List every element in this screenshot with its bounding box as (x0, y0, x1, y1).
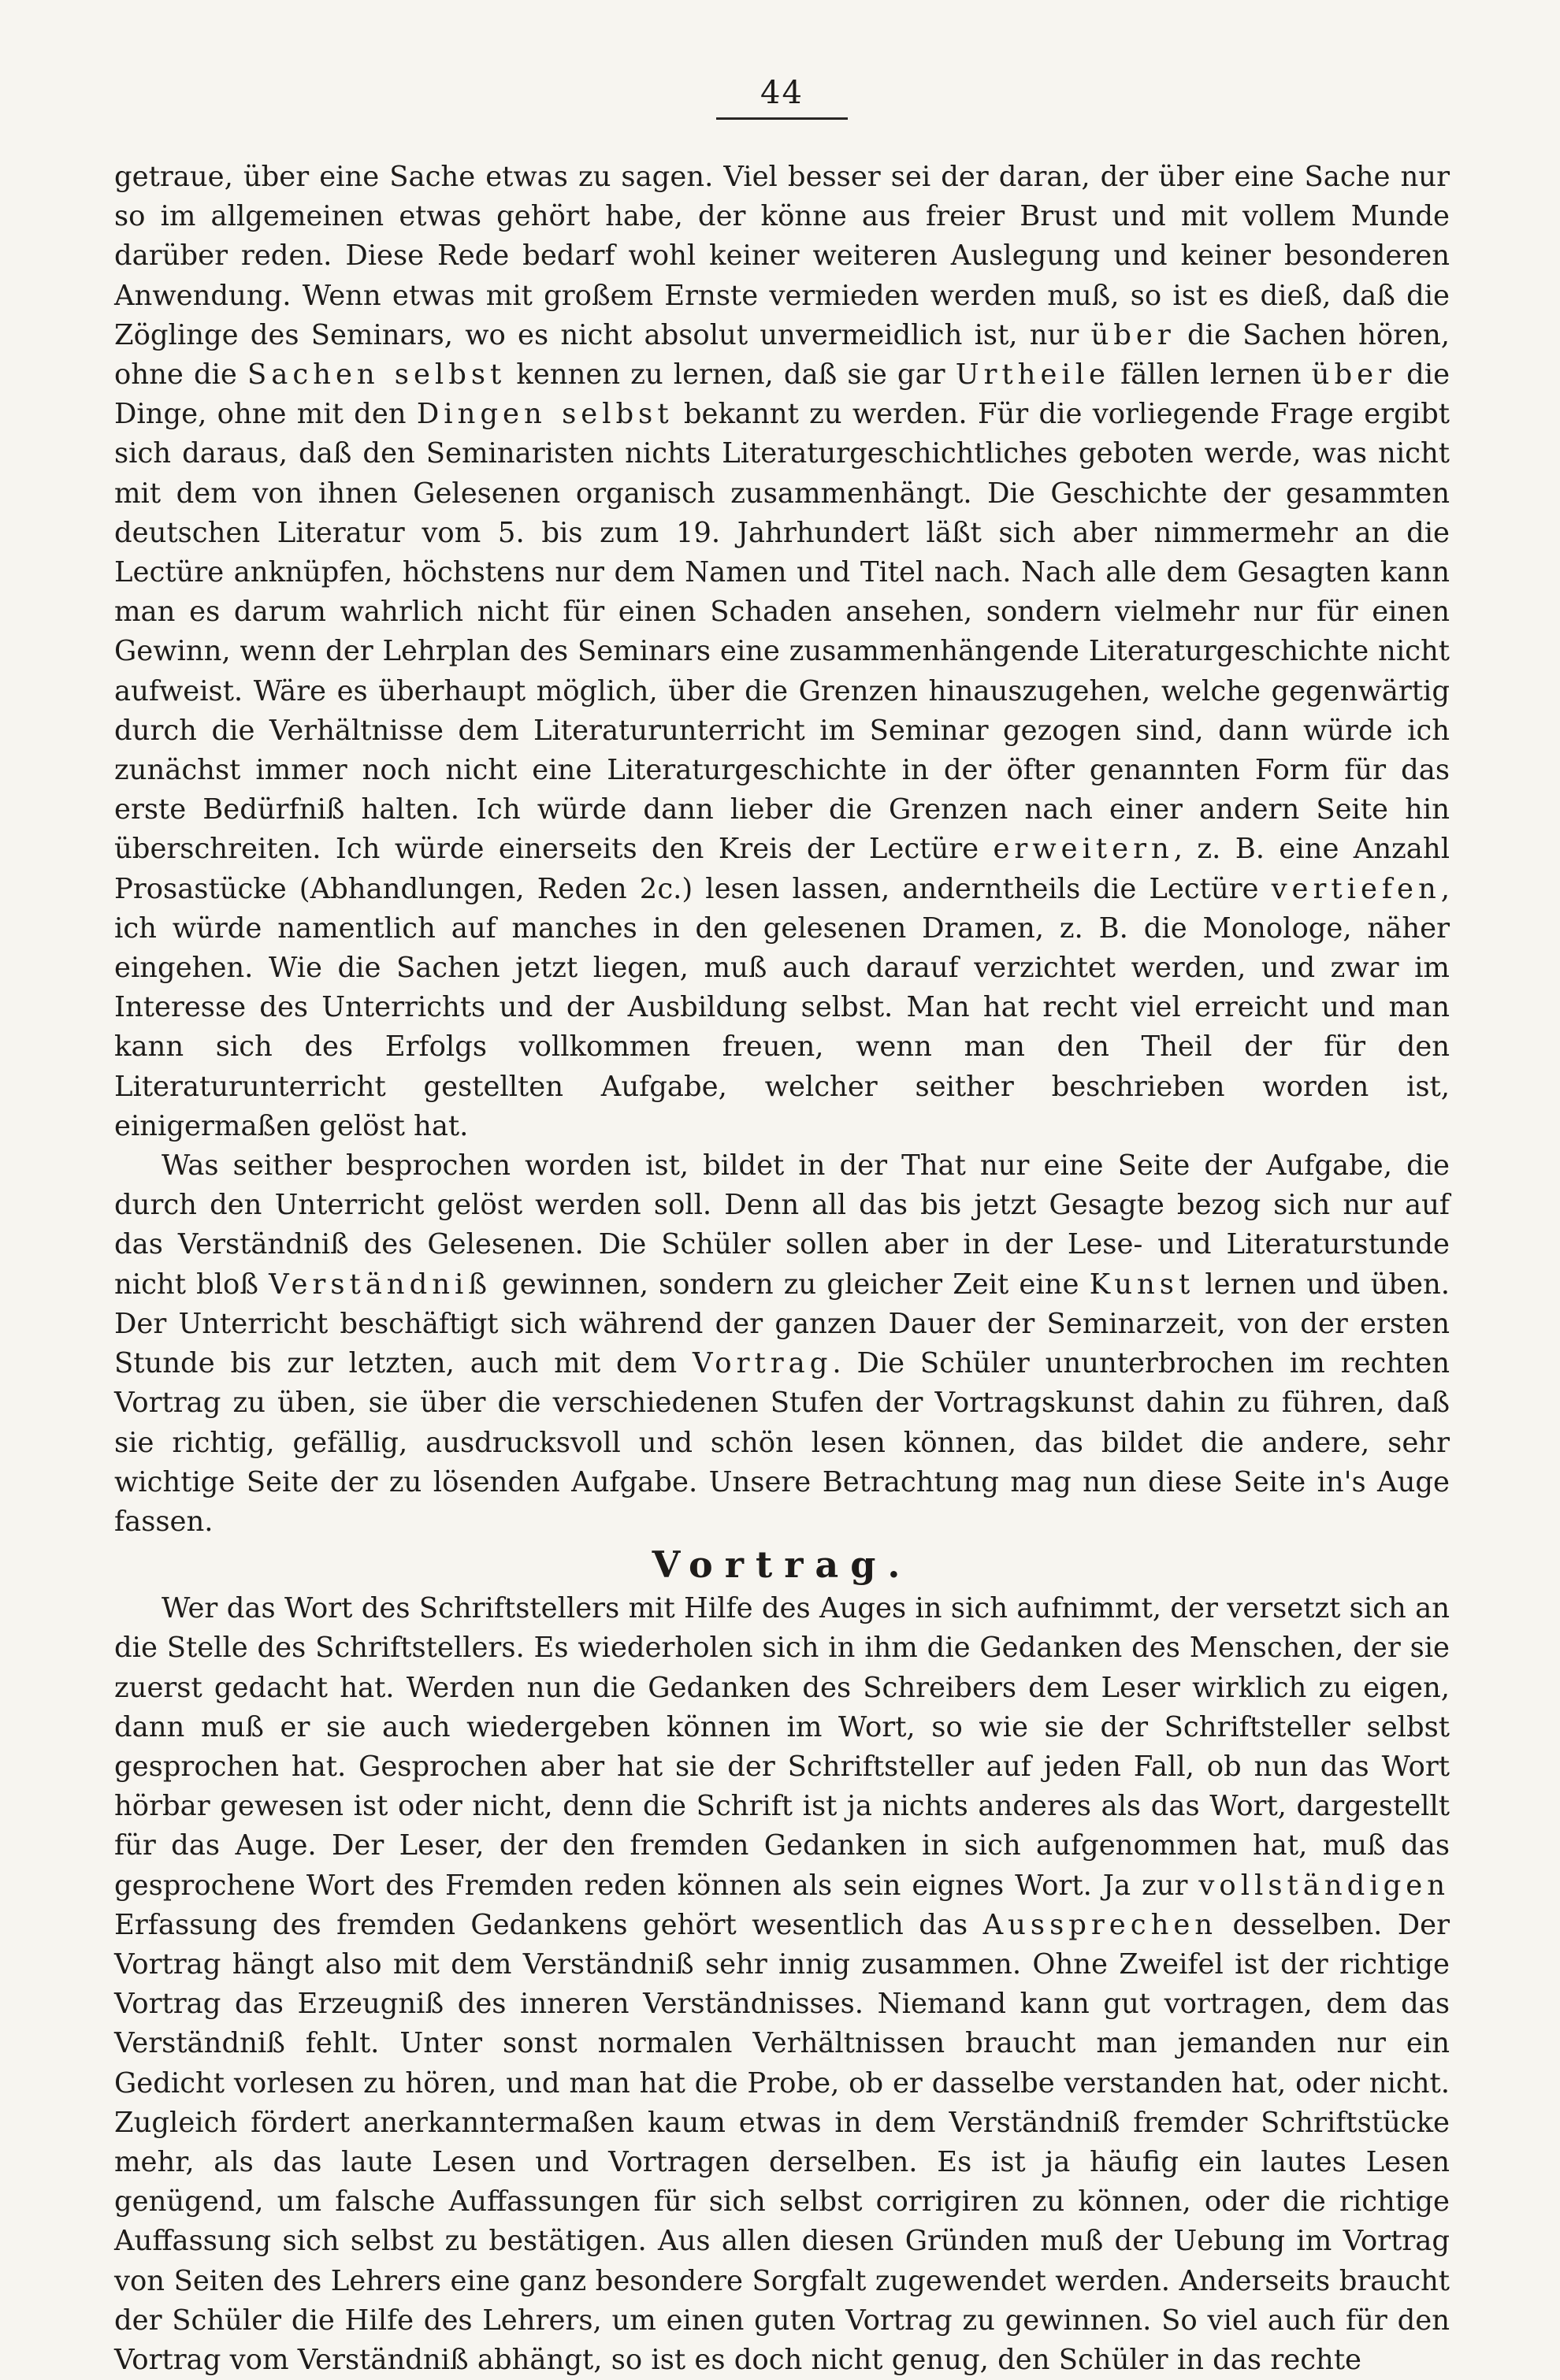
text-run: die Dinge, ohne mit den (114, 358, 1450, 431)
text-run: bekannt zu werden. Für die vorliegende Frage ergibt sich daraus, daß den Seminaristen nichts Literaturgeschichtliches geboten werde, was nicht mit dem von ihnen Gelesenen organisch zusammenhängt. Die Geschichte der gesammten deutschen Literatur vom 5. bis zum 19. Jahrhundert läßt sich aber nimmermehr an die Lectüre anknüpfen, höchstens nur dem Namen und Titel nach. Nach alle dem Gesagten kann man es darum wahrlich nicht für einen Schaden ansehen, sondern vielmehr nur für einen Gewinn, wenn der Lehrplan des Seminars eine zusammenhängende Literaturgeschichte nicht aufweist. Wäre es überhaupt möglich, über die Grenzen hinauszugehen, welche gegenwärtig durch die Verhältnisse dem Literaturunterricht im Seminar gezogen sind, dann würde ich zunächst immer noch nicht eine Literaturgeschichte in der öfter genannten Form für das erste Bedürfniß halten. Ich würde dann lieber die Grenzen nach einer andern Seite hin überschreiten. Ich würde einerseits den Kreis der Lectüre (114, 398, 1450, 866)
emphasis-spaced: Dingen selbst (416, 398, 674, 431)
emphasis-spaced: Kunst (1089, 1268, 1195, 1301)
page-number: 44 (716, 75, 848, 120)
emphasis-spaced: über (1090, 318, 1176, 351)
body-text (114, 158, 1450, 2380)
text-run: kennen zu lernen, daß sie gar (516, 358, 945, 392)
text-run: gewinnen, sondern zu gleicher Zeit eine (502, 1268, 1079, 1301)
paragraph-continuation (114, 158, 1450, 1146)
text-run: , ich würde namentlich auf manches in den gelesenen Dramen, z. B. die Monologe, näher eingehen. Wie die Sachen jetzt liegen, muß auch darauf verzichtet werden, und zwar im Interesse des Unterrichts und der Ausbildung selbst. Man hat recht viel erreicht und man kann sich des Erfolgs vollkommen freuen, wenn man den Theil der für den Literaturunterricht gestellten Aufgabe, welcher seither beschrieben worden ist, einigermaßen gelöst hat. (114, 872, 1450, 1142)
emphasis-spaced: Verständniß (269, 1268, 492, 1301)
emphasis-spaced: vollständigen (1198, 1869, 1450, 1902)
text-run: , z. B. eine Anzahl Prosastücke (Abhandlungen, Reden 2c.) lesen lassen, anderntheils die Lectüre (114, 833, 1450, 905)
page-header (114, 75, 1450, 120)
text-run: Wer das Wort des Schriftstellers mit Hilfe des Auges in sich aufnimmt, der versetzt sich an die Stelle des Schriftstellers. Es wiederholen sich in ihm die Gedanken des Menschen, der sie zuerst gedacht hat. Werden nun die Gedanken des Schreibers dem Leser wirklich zu eigen, dann muß er sie auch wiedergeben können im Wort, so wie sie der Schriftsteller selbst gesprochen hat. Gesprochen aber hat sie der Schriftsteller auf jeden Fall, ob nun das Wort hörbar gewesen ist oder nicht, denn die Schrift ist ja nichts anderes als das Wort, dargestellt für das Auge. Der Leser, der den fremden Gedanken in sich aufgenommen hat, muß das gesprochene Wort des Fremden reden können als sein eignes Wort. Ja zur (114, 1592, 1450, 1902)
text-run: . Die Schüler ununterbrochen im rechten Vortrag zu üben, sie über die verschiedenen Stufen der Vortragskunst dahin zu führen, daß sie richtig, gefällig, ausdrucksvoll und schön lesen können, das bildet die andere, sehr wichtige Seite der zu lösenden Aufgabe. Unsere Betrachtung mag nun diese Seite in's Auge fassen. (114, 1347, 1450, 1538)
emphasis-spaced: erweitern (993, 833, 1174, 866)
text-run: Was seither besprochen worden ist, bildet in der That nur eine Seite der Aufgabe, die durch den Unterricht gelöst werden soll. Denn all das bis jetzt Gesagte bezog sich nur auf das Verständniß des Gelesenen. Die Schüler sollen aber in der Lese- und Literaturstunde nicht bloß (114, 1149, 1450, 1301)
text-run: desselben. Der Vortrag hängt also mit dem Verständniß sehr innig zusammen. Ohne Zweifel ist der richtige Vortrag das Erzeugniß des inneren Verständnisses. Niemand kann gut vortragen, dem das Verständniß fehlt. Unter sonst normalen Verhältnissen braucht man jemanden nur ein Gedicht vorlesen zu hören, und man hat die Probe, ob er dasselbe verstanden hat, oder nicht. Zugleich fördert anerkanntermaßen kaum etwas in dem Verständniß fremder Schriftstücke mehr, als das laute Lesen und Vortragen derselben. Es ist ja häufig ein lautes Lesen genügend, um falsche Auffassungen für sich selbst corrigiren zu können, oder die richtige Auffassung sich selbst zu bestätigen. Aus allen diesen Gründen muß der Uebung im Vortrag von Seiten des Lehrers eine ganz besondere Sorgfalt zugewendet werden. Anderseits braucht der Schüler die Hilfe des Lehrers, um einen guten Vortrag zu gewinnen. So viel auch für den Vortrag vom Verständniß abhängt, so ist es doch nicht genug, den Schüler in das rechte (114, 1908, 1450, 2376)
emphasis-spaced: Vortrag (692, 1347, 833, 1380)
text-run: fällen lernen (1120, 358, 1302, 392)
emphasis-spaced: Aussprechen (982, 1908, 1218, 1941)
paragraph-vortrag (114, 1589, 1450, 2380)
emphasis-spaced: vertiefen (1271, 872, 1441, 905)
text-run: die Sachen hören, ohne die (114, 318, 1450, 392)
emphasis-spaced: Sachen selbst (247, 358, 507, 392)
text-run: getraue, über eine Sache etwas zu sagen. Viel besser sei der daran, der über eine Sache nur so im allgemeinen etwas gehört habe, der könne aus freier Brust und mit vollem Munde darüber reden. Diese Rede bedarf wohl keiner weiteren Auslegung und keiner besonderen Anwendung. Wenn etwas mit großem Ernste vermieden werden muß, so ist es dieß, daß die Zöglinge des Seminars, wo es nicht absolut unvermeidlich ist, nur (114, 161, 1450, 351)
section-heading: Vortrag. (652, 1543, 912, 1587)
text-run: lernen und üben. Der Unterricht beschäftigt sich während der ganzen Dauer der Seminarzeit, von der ersten Stunde bis zur letzten, auch mit dem (114, 1268, 1450, 1380)
text-run: Erfassung des fremden Gedankens gehört wesentlich das (114, 1908, 968, 1941)
emphasis-spaced: Urtheile (955, 358, 1111, 392)
emphasis-spaced: über (1311, 358, 1396, 392)
paragraph-aufgabe (114, 1146, 1450, 1542)
